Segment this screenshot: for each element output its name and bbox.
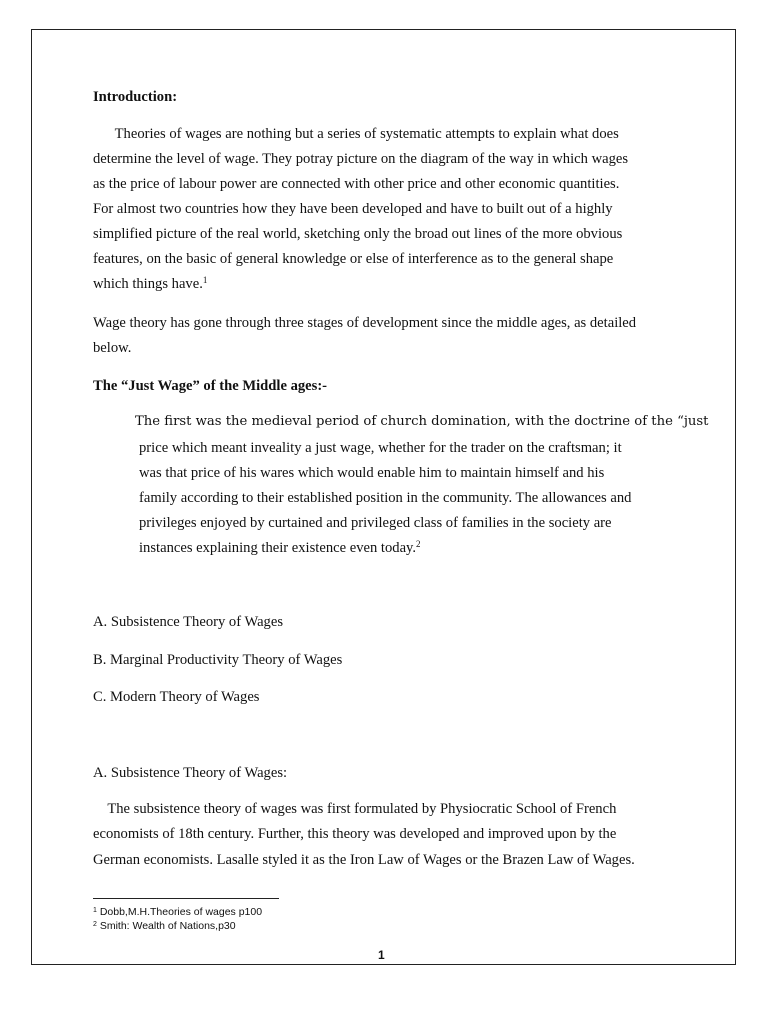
subsistence-line: The subsistence theory of wages was first formulated by Physiocratic School of French <box>93 801 617 817</box>
subsistence-line: German economists. Lasalle styled it as the Iron Law of Wages or the Brazen Law of Wages. <box>93 852 635 868</box>
theory-list-item: A. Subsistence Theory of Wages <box>93 614 283 630</box>
intro-line: For almost two countries how they have been developed and have to built out of a highly <box>93 201 613 217</box>
quote-line-last <box>139 539 421 557</box>
intro-line: simplified picture of the real world, sketching only the broad out lines of the more obvious <box>93 226 623 242</box>
intro-line: as the price of labour power are connected with other price and other economic quantities. <box>93 176 620 192</box>
quote-line: privileges enjoyed by curtained and privileged class of families in the society are <box>139 515 612 531</box>
intro-line-text: which things have. <box>93 276 203 292</box>
intro-line: Theories of wages are nothing but a series of systematic attempts to explain what does <box>93 126 619 142</box>
page-number: 1 <box>378 948 385 962</box>
quote-line: was that price of his wares which would enable him to maintain himself and his <box>139 465 605 481</box>
theory-list-item: C. Modern Theory of Wages <box>93 689 260 705</box>
footnote-text: Dobb,M.H.Theories of wages p100 <box>96 906 263 918</box>
quote-line-text: instances explaining their existence even today. <box>139 540 417 556</box>
footnote-2 <box>93 920 236 933</box>
theory-list-item: B. Marginal Productivity Theory of Wages <box>93 652 343 668</box>
quote-line: family according to their established position in the community. The allowances and <box>139 490 632 506</box>
footnote-ref-2: 2 <box>416 539 421 549</box>
footnote-separator <box>93 898 279 899</box>
footnote-number: 2 <box>93 921 97 928</box>
subsistence-line: economists of 18th century. Further, this theory was developed and improved upon by the <box>93 826 617 842</box>
intro-line: determine the level of wage. They potray picture on the diagram of the way in which wages <box>93 151 629 167</box>
stages-line: Wage theory has gone through three stages of development since the middle ages, as detailed <box>93 315 637 331</box>
stages-line: below. <box>93 340 132 356</box>
intro-line: features, on the basic of general knowledge or else of interference as to the general shape <box>93 251 614 267</box>
subsistence-heading: A. Subsistence Theory of Wages: <box>93 765 288 781</box>
quote-line: The first was the medieval period of church domination, with the doctrine of the “just <box>135 414 709 429</box>
footnote-ref-1: 1 <box>202 275 208 285</box>
quote-line: price which meant inveality a just wage, whether for the trader on the craftsman; it <box>139 440 622 456</box>
intro-line-last <box>93 275 207 293</box>
footnote-text: Smith: Wealth of Nations,p30 <box>96 920 236 932</box>
just-wage-heading: The “Just Wage” of the Middle ages:- <box>93 378 328 394</box>
footnote-number: 1 <box>93 907 97 914</box>
introduction-heading: Introduction: <box>93 89 178 105</box>
footnote-1 <box>93 906 262 919</box>
